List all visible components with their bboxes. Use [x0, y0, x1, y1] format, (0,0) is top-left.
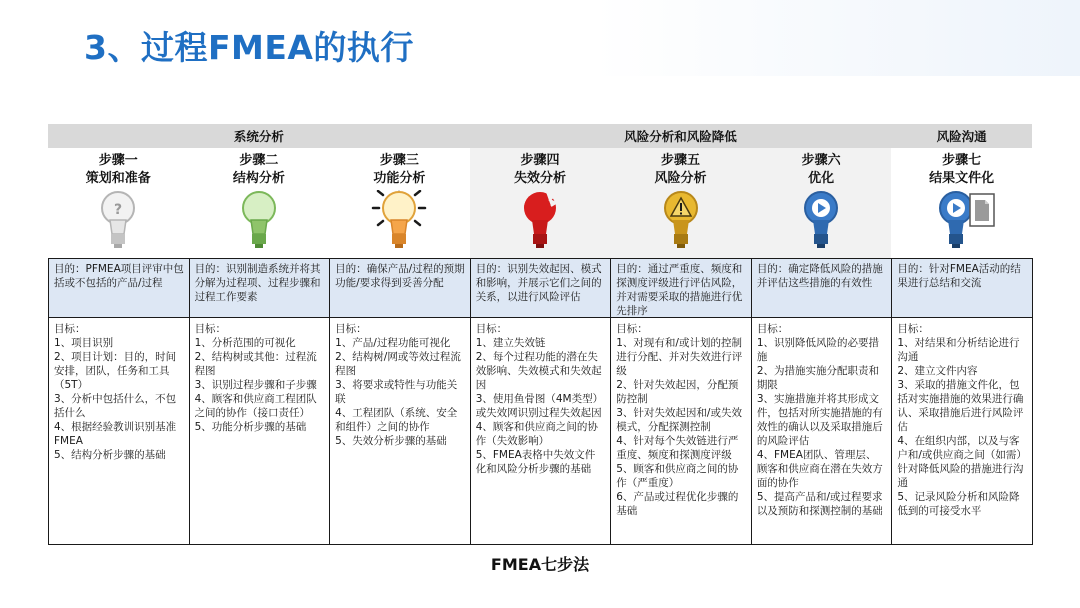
green-bulb-icon: [239, 190, 279, 252]
glowing-bulb-icon: [369, 190, 429, 252]
step-column-4: [470, 148, 611, 545]
step-number: 步骤二: [239, 153, 279, 168]
step-goals-6: 目标： 1、识别降低风险的必要措施 2、为措施实施分配职责和期限 3、实施措施并将其形成文件，包括对所实施措施的有效性的确认以及采取措施后的风险评估 4、FMEA团队、管理层、顾客和供应商在潜在失效方面的协作 5、提高产品和/或过程要求以及预防和探测控制的基础: [751, 318, 893, 545]
step-number: 步骤七: [942, 153, 982, 168]
group-header-system-analysis: 系统分析: [233, 129, 284, 144]
step-goals-7: 目标： 1、对结果和分析结论进行沟通 2、建立文件内容 3、采取的措施文件化，包括对实施措施的效果进行确认、采取措施后进行风险评估 4、在组织内部，以及与客户和/或供应商之间（如需）针对降低风险的措施进行沟通 5、记录风险分析和风险降低到的可接受水平: [891, 318, 1033, 545]
step-header-5: [610, 148, 751, 258]
step-goals-2: 目标： 1、分析范围的可视化 2、结构树或其他：过程流程图 3、识别过程步骤和子步骤 4、顾客和供应商工程团队之间的协作（接口责任） 5、功能分析步骤的基础: [189, 318, 331, 545]
step-goals-4: 目标： 1、建立失效链 2、每个过程功能的潜在失效影响、失效模式和失效起因 3、使用鱼骨图（4M类型）或失效网识别过程失效起因 4、顾客和供应商之间的协作（失效影响） 5、FMEA表格中失效文件化和风险分析步骤的基础: [470, 318, 612, 545]
step-header-6: [751, 148, 892, 258]
step-number: 步骤一: [98, 153, 138, 168]
step-purpose-3: 目的：确保产品/过程的预期功能/要求得到妥善分配: [329, 258, 471, 318]
step-column-2: [189, 148, 330, 545]
step-number: 步骤六: [801, 153, 841, 168]
step-header-1: [48, 148, 189, 258]
step-name: 失效分析: [513, 171, 566, 186]
warning-bulb-icon: [661, 190, 701, 252]
figure-caption: FMEA七步法: [490, 555, 590, 574]
group-header-row: [48, 124, 1032, 148]
svg-text:?: ?: [114, 202, 123, 218]
group-header-risk-communication: 风险沟通: [936, 129, 987, 144]
step-purpose-7: 目的：针对FMEA活动的结果进行总结和交流: [891, 258, 1033, 318]
step-columns: [48, 148, 1032, 545]
step-number: 步骤四: [520, 153, 560, 168]
step-header-7: [891, 148, 1032, 258]
step-column-5: [610, 148, 751, 545]
step-name: 结果文件化: [929, 171, 995, 186]
step-number: 步骤五: [661, 153, 701, 168]
broken-red-bulb-icon: [520, 190, 560, 252]
step-header-4: [470, 148, 611, 258]
step-name: 策划和准备: [85, 171, 151, 186]
step-column-6: [751, 148, 892, 545]
step-goals-1: 目标： 1、项目识别 2、项目计划：目的，时间安排，团队，任务和工具（5T） 3、分析中包括什么，不包括什么 4、根据经验教训识别基准FMEA 5、结构分析步骤的基础: [48, 318, 190, 545]
step-purpose-5: 目的：通过严重度、频度和探测度评级进行评估风险，并对需要采取的措施进行优先排序: [610, 258, 752, 318]
question-bulb-icon: [98, 190, 138, 252]
step-name: 功能分析: [373, 171, 426, 186]
step-number: 步骤三: [379, 153, 419, 168]
group-header-risk-analysis: 风险分析和风险降低: [624, 129, 737, 144]
step-purpose-1: 目的：PFMEA项目评审中包括或不包括的产品/过程: [48, 258, 190, 318]
step-column-3: [329, 148, 470, 545]
step-name: 风险分析: [654, 171, 707, 186]
step-name: 优化: [808, 171, 835, 186]
step-purpose-4: 目的：识别失效起因、模式和影响，并展示它们之间的关系，以进行风险评估: [470, 258, 612, 318]
step-column-7: [891, 148, 1032, 545]
step-header-3: [329, 148, 470, 258]
fmea-seven-steps-table: [48, 124, 1032, 545]
step-header-2: [189, 148, 330, 258]
play-bulb-icon: [801, 190, 841, 252]
step-goals-3: 目标： 1、产品/过程功能可视化 2、结构树/网或等效过程流程图 3、将要求或特性与功能关联 4、工程团队（系统、安全和组件）之间的协作 5、失效分析步骤的基础: [329, 318, 471, 545]
step-name: 结构分析: [232, 171, 285, 186]
page-title: 3、过程FMEA的执行: [84, 28, 414, 67]
step-column-1: [48, 148, 189, 545]
step-purpose-2: 目的：识别制造系统并将其分解为过程项、过程步骤和过程工作要素: [189, 258, 331, 318]
step-purpose-6: 目的：确定降低风险的措施并评估这些措施的有效性: [751, 258, 893, 318]
step-goals-5: 目标： 1、对现有和/或计划的控制进行分配、并对失效进行评级 2、针对失效起因，分配预防控制 3、针对失效起因和/或失效模式，分配探测控制 4、针对每个失效链进行严重度、频度和探测度评级 5、顾客和供应商之间的协作（严重度） 6、产品或过程优化步骤的基础: [610, 318, 752, 545]
document-bulb-icon: [936, 190, 1000, 252]
